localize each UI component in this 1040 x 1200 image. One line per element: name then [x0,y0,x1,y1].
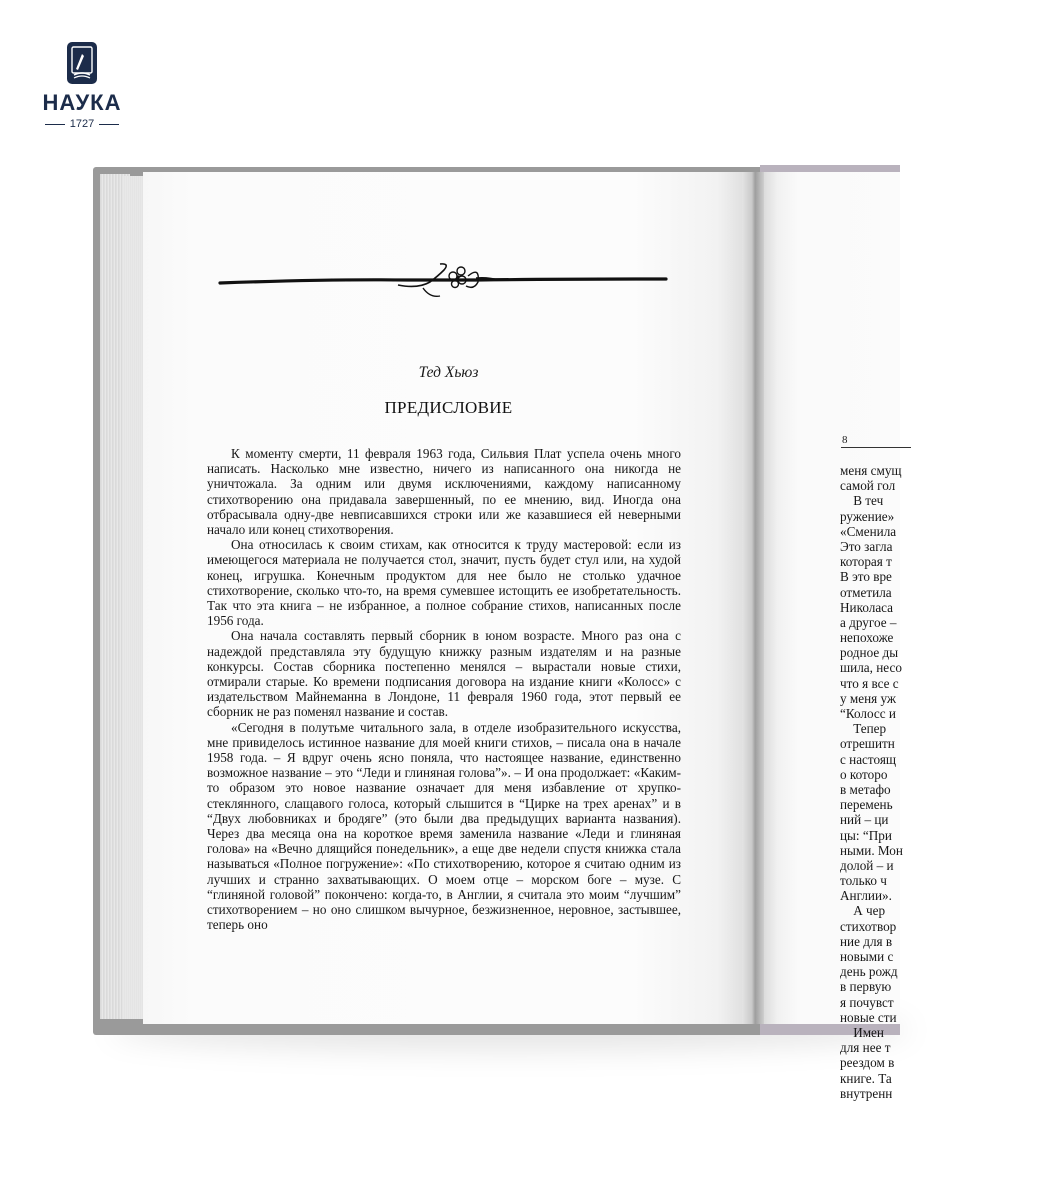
text-line: стихотвор [840,918,897,934]
author-name: Тед Хьюз [418,364,479,381]
text-line: родное ды [840,645,899,661]
paragraph: Она относилась к своим стихам, как относится к труду мастеровой: если из имеющегося материала не получается стол, значит, пусть будет стул или, на худой конец, игрушка. Конечным продуктом для нее было не столько удачное стихотворение, сколько что-то, на время сумевшее истощить ее изобретательность. Так что эта книга – не избранное, а полное собрание стихов, написанных после 1956 года. [207,537,681,629]
text-line: новые сти [840,1009,897,1025]
right-page-text [840,463,1040,1101]
text-line: у меня уж [840,690,897,706]
text-line: Англии». [840,888,892,904]
publisher-name: НАУКА [42,90,122,115]
text-line: что я все с [840,675,899,691]
text-line: В теч [840,493,884,509]
text-line: В это вре [840,569,892,585]
text-line: Это загла [840,538,893,554]
text-line: А чер [840,903,886,919]
text-line: реездом в [840,1055,895,1071]
text-line: только ч [840,873,887,889]
text-line: в первую [840,979,892,995]
text-line: цы: “При [840,827,892,843]
text-line: ний – ци [840,812,889,828]
floral-ornament-icon [218,258,668,302]
body-text [207,446,681,933]
publisher-year: 1727 [69,118,95,130]
text-line: ными. Мон [840,842,903,858]
text-line: долой – и [840,857,894,873]
text-line: самой гол [840,478,896,494]
text-line: с настоящ [840,751,897,767]
page-edges-inner [122,176,144,1019]
text-line: внутренн [840,1085,893,1101]
text-line: перемень [840,797,893,813]
text-line: ние для в [840,933,893,949]
text-line: ружение» [840,508,895,524]
text-line: которая т [840,554,892,570]
text-line: отметила [840,584,892,600]
text-line: книге. Та [840,1070,892,1086]
text-line: я почувст [840,994,894,1010]
text-line: отрешитн [840,736,895,752]
page-title: ПРЕДИСЛОВИЕ [384,398,513,417]
text-line: Тепер [840,721,887,737]
paragraph: К моменту смерти, 11 февраля 1963 года, Сильвия Плат успела очень много написать. Насколько мне известно, ничего из написанного она никогда не уничтожала. За одним или двумя исключениями, каждому написанному стихотворению она придавала завершенный, по ее мнению, вид. Иногда она отбрасывала одну-две невписавшихся строки или же казавшиеся ей неверными начало или конец стихотворения. [207,446,681,538]
book-gutter [742,172,764,1024]
text-line: меня смущ [840,463,902,478]
text-line: день рожд [840,964,898,980]
header-rule [841,447,911,448]
paragraph: «Сегодня в полутьме читального зала, в отделе изобразительного искусства, мне привиделось истинное название для моей книги стихов, – писала она в начале 1958 года. – Я вдруг очень ясно поняла, что настоящее название, единственно возможное название – это “Леди и глиняная голова”». – И она продолжает: «Каким-то образом это новое название означает для меня избавление от хрупко-стеклянного, слащавого голоса, который слышится в “Цирке на трех аренах” и в “Двух любовниках и бродяге” (это были два предыдущих варианта названия). Через два месяца она на короткое время заменила название «Леди и глиняная голова» на «Вечно длящийся понедельник», а еще две недели спустя книжка стала называться «Полное погружение»: «По стихотворению, которое я считаю одним из лучших и странно захватывающих. О моем отце – морском боге – музе. С “глиняной головой” покончено: когда-то, в Англии, я считала это моим “лучшим” стихотворением – но оно слишком вычурное, безжизненное, неровное, застывшее, теперь оно [207,719,681,933]
text-line: «Сменила [840,523,897,539]
text-line: о которо [840,766,888,782]
text-line: в метафо [840,781,891,797]
text-line: Николаса [840,599,894,615]
text-line: шила, несо [840,660,902,676]
right-page [764,172,903,1101]
page-number: 8 [842,434,848,446]
text-line: для нее т [840,1040,891,1056]
text-line: непохоже [840,630,894,646]
paragraph: Она начала составлять первый сборник в юном возрасте. Много раз она с надеждой представляла эту будущую книжку разным издателям и на разные конкурсы. Состав сборника постепенно менялся – вырастали новые стихи, отмирали старые. Ко времени подписания договора на издание книги «Колосс» с издательством Майнеманна в Лондоне, 11 февраля 1960 года, этот первый ее сборник не раз поменял название и состав. [207,628,681,720]
text-line: Имен [840,1024,884,1040]
book-emblem-icon [67,42,97,84]
text-line: “Колосс и [840,706,896,721]
publisher-logo [40,42,124,130]
text-line: новыми с [840,949,894,964]
publisher-year-row [40,118,124,130]
text-line: а другое – [840,614,897,630]
